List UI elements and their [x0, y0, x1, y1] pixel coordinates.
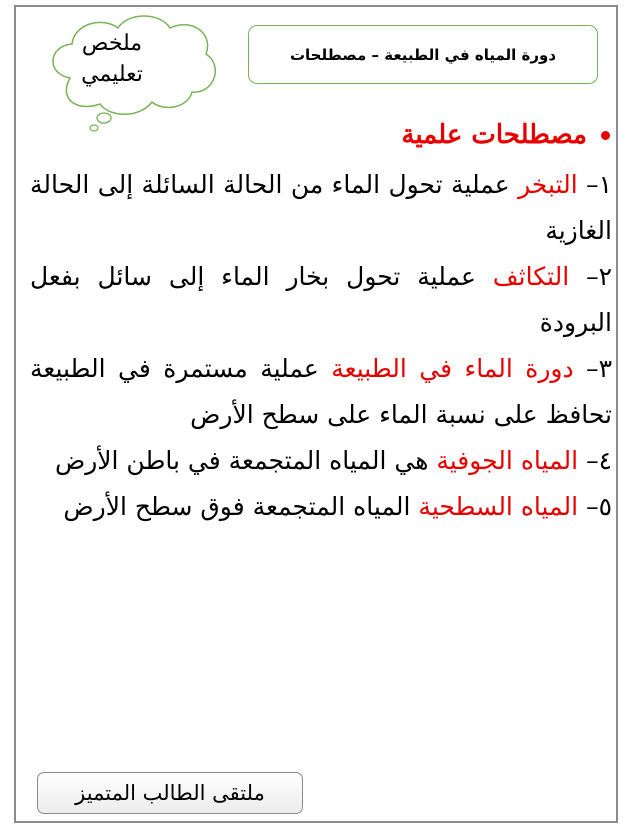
term-number: ٣– [586, 354, 612, 383]
cloud-label: ملخص تعليمي [81, 31, 143, 87]
section-heading [401, 120, 610, 150]
terms-list [30, 162, 612, 530]
term-number: ٤– [586, 446, 612, 475]
term-number: ١– [586, 170, 613, 199]
page-title: دورة المياه في الطبيعة – مصطلحات [248, 25, 598, 84]
term-number: ٥– [586, 492, 612, 521]
footer-badge: ملتقى الطالب المتميز [37, 772, 303, 814]
term-name: دورة الماء في الطبيعة [331, 354, 574, 383]
term-item [30, 346, 612, 438]
term-definition: عملية مستمرة في الطبيعة تحافظ على نسبة الماء على سطح الأرض [30, 354, 612, 429]
term-number: ٢– [586, 262, 613, 291]
term-item [30, 484, 612, 530]
term-item [30, 162, 612, 254]
term-name: المياه السطحية [418, 492, 579, 521]
term-definition: المياه المتجمعة فوق سطح الأرض [63, 492, 411, 521]
term-definition: عملية تحول بخار الماء إلى سائل بفعل البرودة [30, 262, 612, 337]
term-name: المياه الجوفية [436, 446, 579, 475]
bullet-icon [601, 131, 610, 140]
section-heading-text: مصطلحات علمية [401, 120, 587, 150]
term-name: التكاثف [492, 262, 570, 291]
term-name: التبخر [518, 170, 578, 199]
term-item [30, 438, 612, 484]
term-definition: عملية تحول الماء من الحالة السائلة إلى الحالة الغازية [30, 170, 612, 245]
term-item [30, 254, 612, 346]
term-definition: هي المياه المتجمعة في باطن الأرض [54, 446, 429, 475]
